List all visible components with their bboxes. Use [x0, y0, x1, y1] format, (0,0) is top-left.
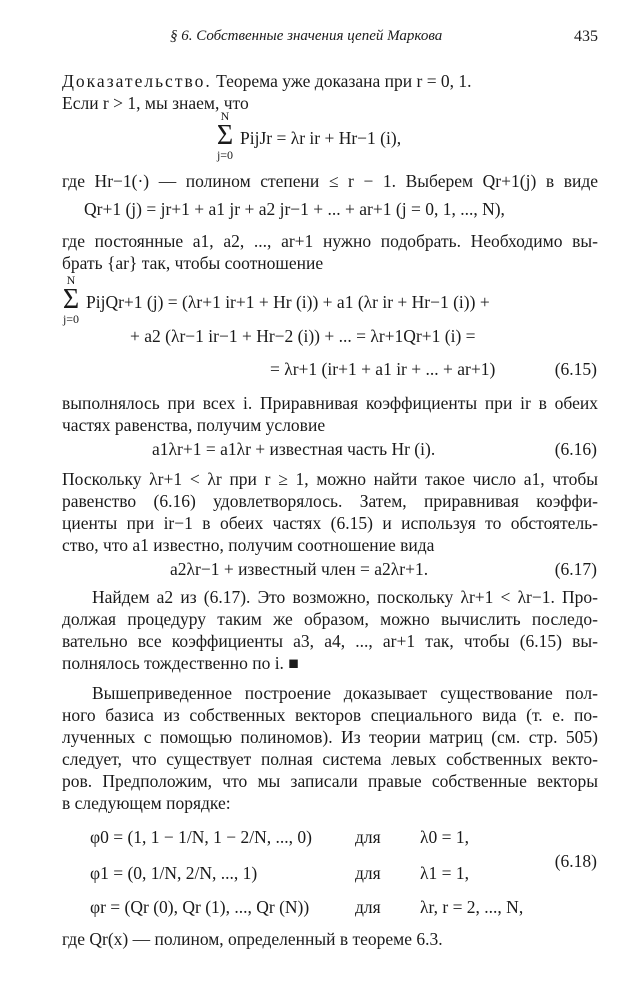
equation-number-615: (6.15): [554, 359, 597, 379]
text-line-since: Поскольку λr+1 < λr при r ≥ 1, можно найти такое число a1, чтобы: [62, 469, 598, 489]
text-line-polynomials: лученных с помощью полиномов). Из теории матриц (см. стр. 505): [62, 727, 598, 747]
equation-number-618: (6.18): [554, 851, 597, 871]
text-line-condition: частях равенства, получим условие: [62, 415, 326, 435]
equation-616: a1λr+1 = a1λr + известная часть Hr (i).: [152, 439, 436, 459]
page-header: [0, 28, 631, 52]
text-line-construction: Вышеприведенное построение доказывает существование пол-: [92, 683, 598, 703]
text-line-order: в следующем порядке:: [62, 793, 231, 813]
text-line-equality: равенство (6.16) удовлетворялось. Затем, приравнивая коэффи-: [62, 491, 598, 511]
summation-a: [214, 110, 236, 162]
text-line-choose: брать {ar} так, чтобы соотношение: [62, 253, 324, 273]
condition-word-r: для: [355, 897, 381, 917]
vector-phi-1: φ1 = (0, 1/N, 2/N, ..., 1): [90, 863, 258, 883]
vector-phi-r: φr = (Qr (0), Qr (1), ..., Qr (N)): [90, 897, 310, 917]
eigenvalue-condition-0: λ0 = 1,: [420, 827, 469, 847]
text-line-right-vectors: ров. Предположим, что мы записали правые собственные векторы: [62, 771, 598, 791]
condition-word-1: для: [355, 863, 381, 883]
text-line-hr: где Hr−1(·) — полином степени ≤ r − 1. Выберем Qr+1(j) в виде: [62, 171, 598, 191]
sum-upper-limit: N: [220, 109, 230, 123]
summation-615: [60, 274, 82, 326]
eigenvalue-condition-1: λ1 = 1,: [420, 863, 469, 883]
sum-lower-limit: j=0: [62, 312, 80, 326]
text-line-constants: где постоянные a1, a2, ..., ar+1 нужно подобрать. Необходимо вы-: [62, 231, 598, 251]
text-line-qr-definition: где Qr(x) — полином, определенный в теореме 6.3.: [62, 929, 443, 949]
page-number: 435: [574, 28, 598, 45]
sum-lower-limit: j=0: [216, 148, 234, 162]
proof-line-1: [62, 70, 598, 92]
equation-615-line-1: PijQr+1 (j) = (λr+1 ir+1 + Hr (i)) + a1 (λr ir + Hr−1 (i)) +: [86, 292, 490, 312]
sigma-symbol: Σ: [216, 120, 234, 151]
text-line-left-vectors: следует, что существует полная система левых собственных векто-: [62, 749, 598, 769]
condition-word-0: для: [355, 827, 381, 847]
equation-a: PijJr = λr ir + Hr−1 (i),: [240, 128, 402, 148]
equation-number-617: (6.17): [554, 559, 597, 579]
text-line-all-i: выполнялось при всех i. Приравнивая коэффициенты при ir в обеих: [62, 393, 598, 413]
text-line-identically: полнялось тождественно по i. ■: [62, 653, 299, 673]
equation-615-line-3: = λr+1 (ir+1 + a1 ir + ... + ar+1): [270, 359, 496, 379]
equation-number-616: (6.16): [554, 439, 597, 459]
vector-phi-0: φ0 = (1, 1 − 1/N, 1 − 2/N, ..., 0): [90, 827, 312, 847]
text-line-basis: ного базиса из собственных векторов специального вида (т. е. по-: [62, 705, 598, 725]
sum-upper-limit: N: [66, 273, 76, 287]
proof-line-2: Если r > 1, мы знаем, что: [62, 93, 249, 113]
proof-word: Доказательство.: [62, 71, 212, 91]
eigenvalue-condition-r: λr, r = 2, ..., N,: [420, 897, 524, 917]
text-line-find-a2: Найдем a2 из (6.17). Это возможно, поскольку λr+1 < λr−1. Про-: [92, 587, 598, 607]
equation-617: a2λr−1 + известный член = a2λr+1.: [170, 559, 429, 579]
text-line-continue: должая процедуру таким же образом, можно вычислить последо-: [62, 609, 598, 629]
text-line-all-coeffs: вательно все коэффициенты a3, a4, ..., ar+1 так, чтобы (6.15) вы-: [62, 631, 598, 651]
text-line-coefficients: циенты при ir−1 в обеих частях (6.15) и используя то обстоятель-: [62, 513, 598, 533]
text-line-known: ство, что a1 известно, получим соотношение вида: [62, 535, 435, 555]
proof-line-1-text: Теорема уже доказана при r = 0, 1.: [216, 71, 472, 91]
sigma-symbol: Σ: [62, 284, 80, 315]
running-title: § 6. Собственные значения цепей Маркова: [170, 28, 443, 44]
equation-q: Qr+1 (j) = jr+1 + a1 jr + a2 jr−1 + ... + ar+1 (j = 0, 1, ..., N),: [84, 199, 505, 219]
equation-615-line-2: + a2 (λr−1 ir−1 + Hr−2 (i)) + ... = λr+1Qr+1 (i) =: [130, 326, 476, 346]
